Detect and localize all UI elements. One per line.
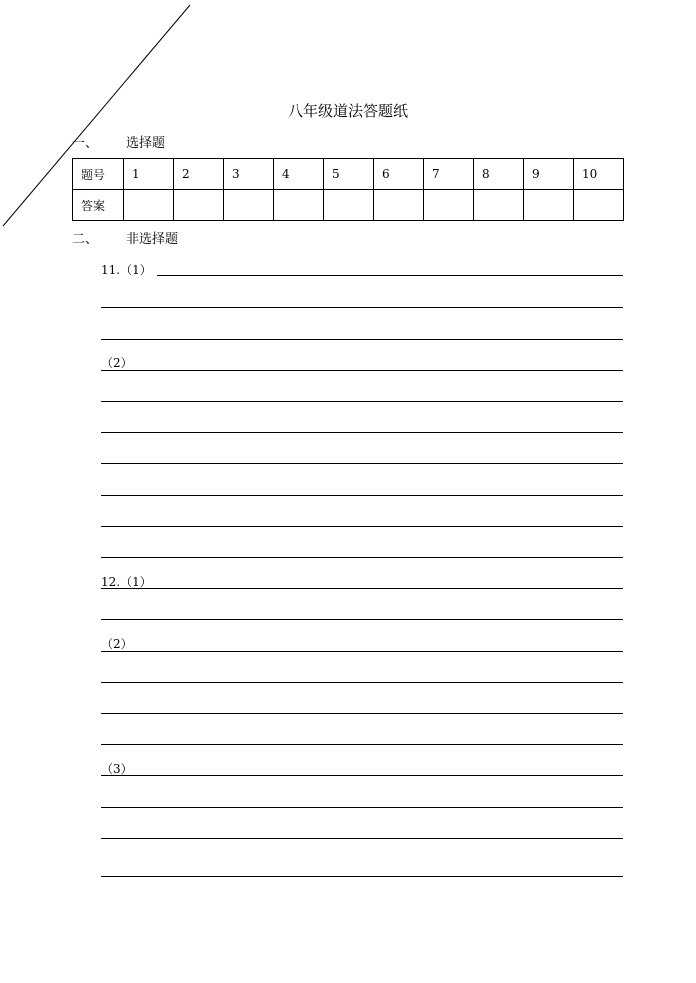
answer-line[interactable]	[101, 557, 623, 558]
answer-line[interactable]	[101, 370, 623, 371]
question-11-2-label: （2）	[101, 356, 133, 370]
answer-label: 答案	[73, 190, 124, 221]
answer-line[interactable]	[101, 775, 623, 776]
answer-cell[interactable]	[274, 190, 324, 221]
answer-cell[interactable]	[474, 190, 524, 221]
answer-cell[interactable]	[224, 190, 274, 221]
answer-line[interactable]	[101, 619, 623, 620]
answer-cell[interactable]	[374, 190, 424, 221]
answer-grid-header-row	[73, 159, 624, 190]
answer-line[interactable]	[101, 307, 623, 308]
answer-line[interactable]	[101, 463, 623, 464]
section-choice-number: 一、	[72, 136, 99, 151]
section-choice-title: 选择题	[126, 136, 166, 151]
question-11-1-label: 11.（1）	[101, 263, 152, 277]
question-number-cell: 3	[224, 159, 274, 190]
question-number-cell: 9	[524, 159, 574, 190]
question-12-2-label: （2）	[101, 637, 133, 651]
answer-line[interactable]	[101, 339, 623, 340]
answer-line[interactable]	[101, 651, 623, 652]
answer-line[interactable]	[101, 432, 623, 433]
answer-line[interactable]	[101, 876, 623, 877]
question-number-cell: 1	[124, 159, 174, 190]
question-number-cell: 4	[274, 159, 324, 190]
answer-cell[interactable]	[174, 190, 224, 221]
answer-line[interactable]	[101, 401, 623, 402]
question-number-cell: 6	[374, 159, 424, 190]
answer-line[interactable]	[101, 588, 623, 589]
answer-line[interactable]	[101, 526, 623, 527]
answer-line[interactable]	[101, 713, 623, 714]
answer-line[interactable]	[101, 807, 623, 808]
question-number-cell: 10	[574, 159, 624, 190]
question-number-cell: 5	[324, 159, 374, 190]
answer-line[interactable]	[101, 682, 623, 683]
answer-cell[interactable]	[124, 190, 174, 221]
question-number-cell: 7	[424, 159, 474, 190]
answer-cell[interactable]	[424, 190, 474, 221]
question-12-1-label: 12.（1）	[101, 575, 152, 589]
answer-line[interactable]	[157, 275, 623, 276]
answer-cell[interactable]	[324, 190, 374, 221]
section-non-choice-number: 二、	[72, 232, 99, 247]
question-number-cell: 2	[174, 159, 224, 190]
answer-grid-answer-row	[73, 190, 624, 221]
answer-line[interactable]	[101, 744, 623, 745]
question-12-3-label: （3）	[101, 762, 133, 776]
answer-grid	[72, 158, 624, 221]
answer-line[interactable]	[101, 838, 623, 839]
question-number-cell: 8	[474, 159, 524, 190]
answer-line[interactable]	[101, 495, 623, 496]
question-number-label: 题号	[73, 159, 124, 190]
answer-cell[interactable]	[524, 190, 574, 221]
section-non-choice-title: 非选择题	[126, 232, 179, 247]
page-title: 八年级道法答题纸	[287, 102, 408, 120]
answer-cell[interactable]	[574, 190, 624, 221]
